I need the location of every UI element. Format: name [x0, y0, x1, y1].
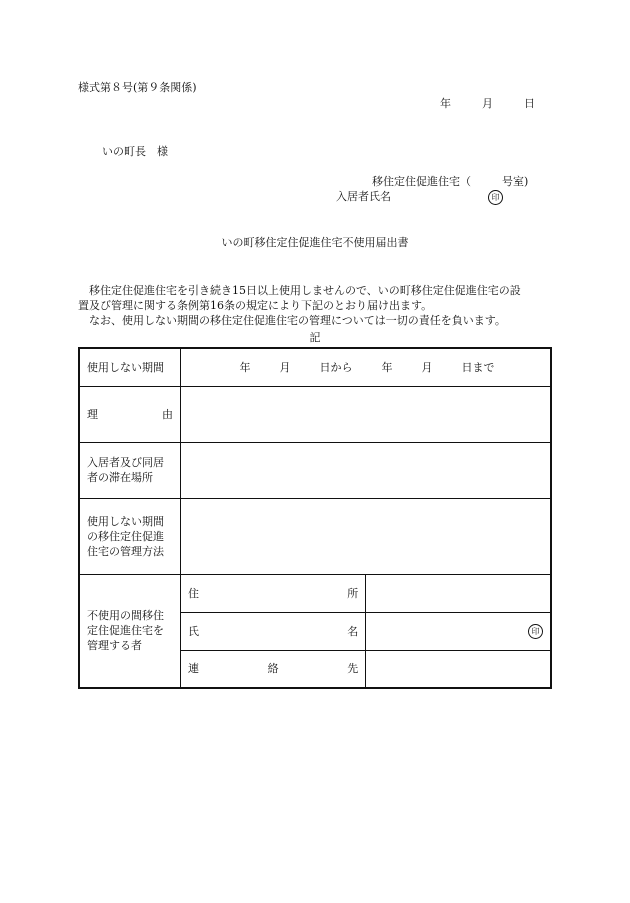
period-value[interactable] — [181, 348, 552, 386]
period-to-month: 月 — [421, 360, 433, 374]
period-from-month: 月 — [279, 360, 291, 374]
address-label-char-1: 住 — [188, 586, 199, 600]
addressee: いの町長 様 — [102, 145, 168, 158]
date-month-label: 月 — [482, 97, 493, 110]
reason-label-char-1: 理 — [87, 407, 98, 421]
resident-name-label: 入居者氏名 — [336, 190, 391, 203]
address-field[interactable] — [366, 574, 551, 612]
room-suffix: 号室) — [502, 175, 529, 188]
location-label-line-2: 者の滞在場所 — [87, 471, 153, 484]
period-to-year: 年 — [381, 360, 393, 374]
contact-label-char-2: 絡 — [267, 662, 279, 676]
name-label-char-1: 氏 — [188, 624, 199, 638]
name-label — [181, 612, 366, 650]
address-label — [181, 574, 366, 612]
address-label-char-2: 所 — [347, 586, 359, 600]
contact-label-char-3: 先 — [347, 662, 359, 676]
row-reason — [79, 386, 551, 442]
manager-label-line-2: 定住促進住宅を — [87, 624, 164, 638]
management-field[interactable] — [181, 498, 552, 574]
body-line-1: 移住定住促進住宅を引き続き15日以上使用しませんので、いの町移住定住促進住宅の設 — [89, 284, 521, 297]
row-location — [79, 442, 551, 498]
reason-field[interactable] — [181, 386, 552, 442]
date-line — [440, 97, 535, 111]
applicant-seal — [488, 190, 503, 205]
body-paragraph — [78, 283, 556, 328]
period-label: 使用しない期間 — [79, 348, 181, 386]
housing-line — [372, 175, 528, 189]
name-field[interactable] — [366, 612, 551, 650]
date-year-label: 年 — [440, 97, 451, 110]
row-period — [79, 348, 551, 386]
body-line-3: なお、使用しない期間の移住定住促進住宅の管理については一切の責任を負います。 — [89, 314, 506, 327]
housing-label: 移住定住促進住宅（ — [372, 175, 471, 188]
contact-label-char-1: 連 — [188, 662, 199, 676]
location-field[interactable] — [181, 442, 552, 498]
form-table — [78, 347, 552, 689]
management-label-line-2: の移住定住促進 — [87, 529, 164, 543]
manager-label — [79, 574, 181, 688]
seal-mark: 印 — [488, 190, 503, 205]
name-label-char-2: 名 — [347, 624, 359, 638]
period-from-day: 日から — [319, 360, 353, 374]
period-from-year: 年 — [239, 360, 251, 374]
manager-label-line-3: 管理する者 — [87, 639, 142, 653]
form-number: 様式第８号(第９条関係) — [78, 81, 197, 94]
date-day-label: 日 — [524, 97, 535, 110]
body-line-2: 置及び管理に関する条例第16条の規定により下記のとおり届け出ます。 — [78, 299, 433, 312]
row-management — [79, 498, 551, 574]
reason-label — [79, 386, 181, 442]
contact-label — [181, 650, 366, 688]
period-to-day: 日まで — [461, 360, 495, 374]
reason-label-char-2: 由 — [162, 407, 173, 421]
document-title: いの町移住定住促進住宅不使用届出書 — [221, 236, 409, 249]
contact-field[interactable] — [366, 650, 551, 688]
location-label-line-1: 入居者及び同居 — [87, 456, 164, 469]
note-heading: 記 — [309, 331, 321, 344]
management-label-line-1: 使用しない期間 — [87, 514, 164, 528]
management-label-line-3: 住宅の管理方法 — [87, 544, 164, 558]
row-manager-address — [79, 574, 551, 612]
manager-label-line-1: 不使用の間移住 — [87, 609, 164, 623]
manager-seal: 印 — [528, 624, 543, 639]
management-label — [79, 498, 181, 574]
location-label — [79, 442, 181, 498]
